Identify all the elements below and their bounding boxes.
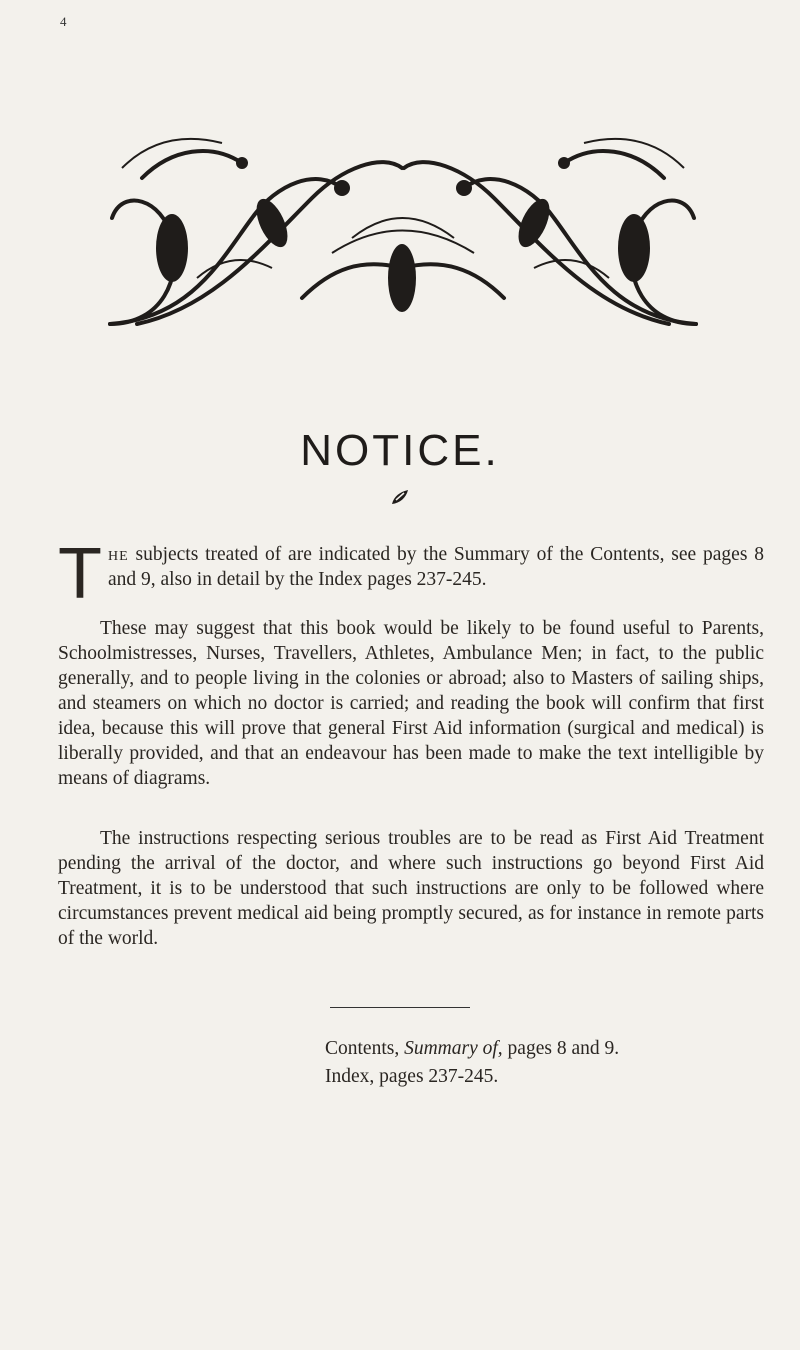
- leaf-fleuron-icon: [390, 488, 410, 506]
- page-number: 4: [60, 14, 67, 29]
- contents-suffix: pages 8 and 9.: [502, 1038, 620, 1059]
- drop-cap: T: [58, 534, 102, 614]
- contents-summary-italic: Summary of,: [404, 1038, 503, 1059]
- contents-reference: [325, 1037, 619, 1061]
- page-title: NOTICE.: [300, 426, 500, 475]
- paragraph-instructions: The instructions respecting serious troubles are to be read as First Aid Treatment pending the arrival of the doctor, and where such instructions go beyond First Aid Treatment, it is to be understood that such instructions are only to be followed where circumstances prevent medical aid being promptly secured, as for instance in remote parts of the world.: [58, 828, 764, 949]
- intro-smallcaps: he: [107, 544, 129, 565]
- contents-prefix: Contents,: [325, 1038, 405, 1059]
- index-reference: Index, pages 237-245.: [325, 1066, 499, 1087]
- section-divider: [330, 1007, 470, 1008]
- floral-headpiece-ornament: [102, 128, 704, 338]
- intro-text: subjects treated of are indicated by the Summary of the Contents, see pages 8 and 9, also in detail by the Index pages 237-245.: [107, 544, 764, 590]
- paragraph-intro: [58, 534, 764, 614]
- paragraph-audience: These may suggest that this book would be likely to be found useful to Parents, Schoolmistresses, Nurses, Travellers, Athletes, Ambulance Men; in fact, to the public generally, and to people living in the colonies or abroad; also to Masters of sailing ships, and steamers on which no doctor is carried; and reading the book will confirm that first idea, because this will prove that general First Aid information (surgical and medical) is liberally provided, and that an endeavour has been made to make the text intelligible by means of diagrams.: [58, 618, 764, 789]
